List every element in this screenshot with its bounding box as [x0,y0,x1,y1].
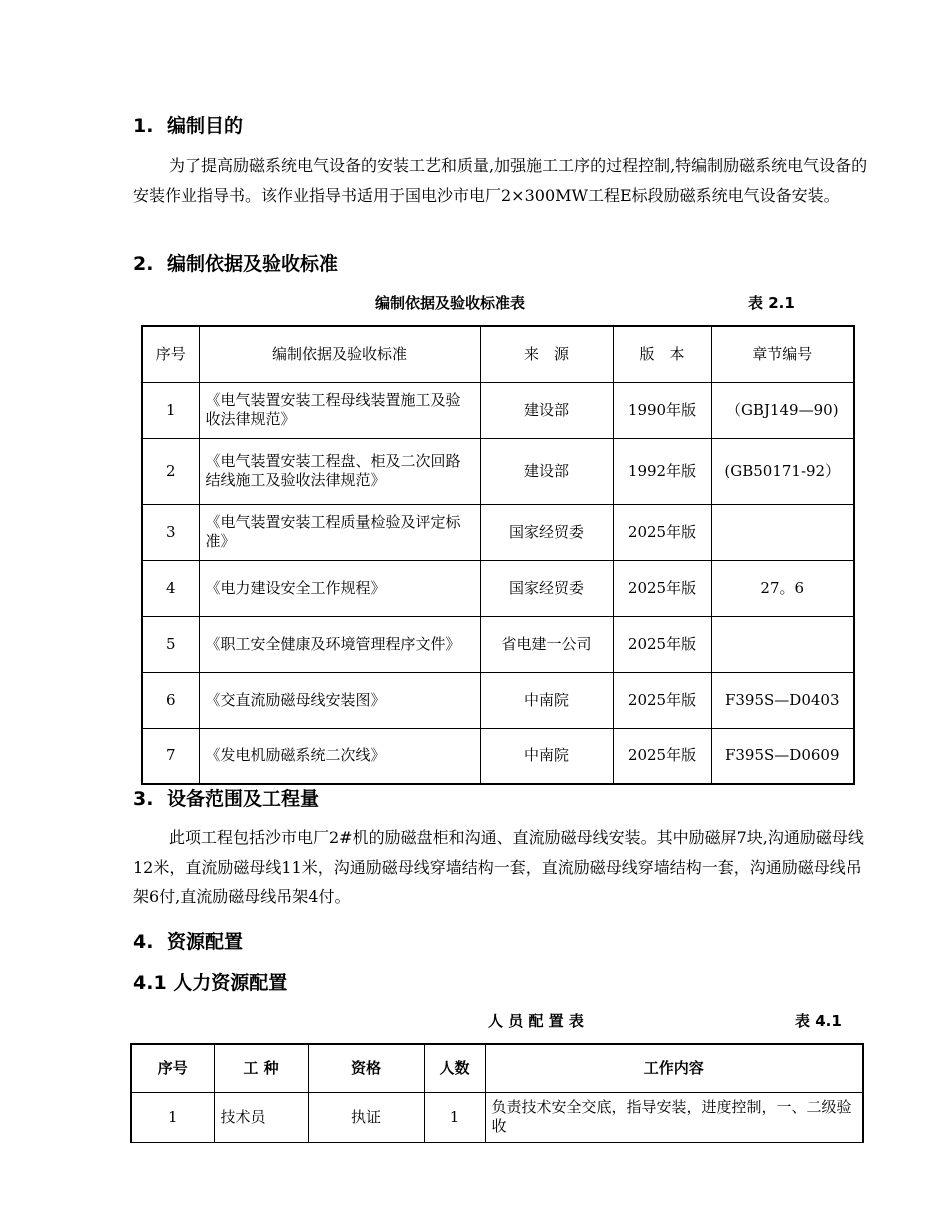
cell-source: 省电建一公司 [480,616,613,672]
section-number: 2. [133,253,154,275]
cell-version: 2025年版 [613,616,711,672]
cell-code: F395S—D0609 [711,728,854,784]
cell-source: 建设部 [480,438,613,504]
table-2-1-label: 表 2.1 [748,294,795,312]
cell-standard: 《电力建设安全工作规程》 [199,560,480,616]
table-row [142,560,854,616]
cell-index: 6 [142,672,199,728]
table-row [142,616,854,672]
cell-version: 2025年版 [613,672,711,728]
header-cell: 版 本 [613,326,711,382]
cell-source: 国家经贸委 [480,504,613,560]
cell-version: 2025年版 [613,560,711,616]
cell-headcount: 1 [424,1092,485,1142]
section-title: 资源配置 [167,931,244,953]
cell-index: 5 [142,616,199,672]
table-2-1-caption: 编制依据及验收标准表 [375,294,526,312]
header-cell: 人数 [424,1044,485,1092]
cell-standard: 《电气装置安装工程质量检验及评定标准》 [199,504,480,560]
header-cell: 资格 [308,1044,424,1092]
cell-source: 中南院 [480,672,613,728]
section-number: 3. [133,788,154,810]
cell-standard: 《电气装置安装工程盘、柜及二次回路结线施工及验收法律规范》 [199,438,480,504]
cell-code: 27。6 [711,560,854,616]
cell-version: 2025年版 [613,728,711,784]
cell-source: 建设部 [480,382,613,438]
table-row [142,728,854,784]
cell-version: 1992年版 [613,438,711,504]
table-row [142,438,854,504]
cell-standard: 《电气装置安装工程母线装置施工及验收法律规范》 [199,382,480,438]
section-title: 编制目的 [167,115,244,137]
section-3-paragraph: 此项工程包括沙市电厂2#机的励磁盘柜和沟通、直流励磁母线安装。其中励磁屏7块,沟通励磁母线12米，直流励磁母线11米，沟通励磁母线穿墙结构一套，直流励磁母线穿墙结构一套，沟通励磁母线吊架6付,直流励磁母线吊架4付。 [133,828,864,906]
header-cell: 来 源 [480,326,613,382]
standards-table [141,325,855,785]
cell-job-type: 技术员 [214,1092,308,1142]
header-cell: 工作内容 [485,1044,863,1092]
header-cell: 工 种 [214,1044,308,1092]
header-cell: 序号 [131,1044,214,1092]
cell-version: 1990年版 [613,382,711,438]
cell-index: 2 [142,438,199,504]
table-row [142,382,854,438]
table-header-row [142,326,854,382]
cell-code [711,616,854,672]
cell-index: 4 [142,560,199,616]
cell-index: 1 [131,1092,214,1142]
cell-source: 国家经贸委 [480,560,613,616]
section-3-heading [133,786,319,812]
cell-code: （GBJ149—90) [711,382,854,438]
cell-version: 2025年版 [613,504,711,560]
cell-code: F395S—D0403 [711,672,854,728]
header-cell: 序号 [142,326,199,382]
section-1-paragraph: 为了提高励磁系统电气设备的安装工艺和质量,加强施工工序的过程控制,特编制励磁系统电气设备的安装作业指导书。该作业指导书适用于国电沙市电厂2×300MW工程E标段励磁系统电气设备安装。 [133,156,868,205]
cell-index: 7 [142,728,199,784]
section-number: 4. [133,931,154,953]
table-header-row [131,1044,863,1092]
section-number: 1. [133,115,154,137]
section-1-heading [133,113,243,139]
section-2-heading [133,251,338,277]
header-cell: 章节编号 [711,326,854,382]
cell-source: 中南院 [480,728,613,784]
table-4-1-caption: 人 员 配 置 表 [488,1012,584,1030]
table-row [131,1092,863,1142]
table-4-1-label: 表 4.1 [795,1012,842,1030]
cell-work-content: 负责技术安全交底，指导安装，进度控制，一、二级验收 [485,1092,863,1142]
table-row [142,672,854,728]
cell-standard: 《发电机励磁系统二次线》 [199,728,480,784]
cell-code: (GB50171-92） [711,438,854,504]
cell-index: 1 [142,382,199,438]
header-cell: 编制依据及验收标准 [199,326,480,382]
table-row [142,504,854,560]
cell-qualification: 执证 [308,1092,424,1142]
section-title: 设备范围及工程量 [167,788,320,810]
cell-index: 3 [142,504,199,560]
staffing-table [130,1043,864,1143]
section-4-heading [133,929,243,955]
section-4-1-heading: 4.1 人力资源配置 [133,972,288,994]
cell-code [711,504,854,560]
cell-standard: 《职工安全健康及环境管理程序文件》 [199,616,480,672]
cell-standard: 《交直流励磁母线安装图》 [199,672,480,728]
section-title: 编制依据及验收标准 [167,253,339,275]
